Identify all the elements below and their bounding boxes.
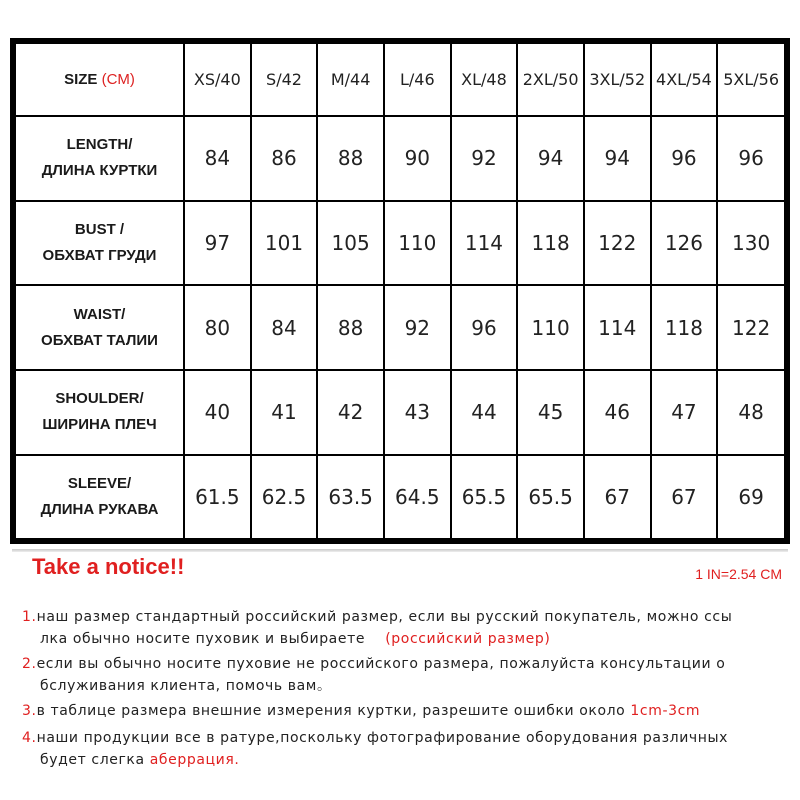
- note-text: наш размер стандартный российский размер, если вы русский покупатель, можно ссы: [36, 609, 733, 625]
- table-cell: 94: [517, 116, 584, 201]
- table-cell: 118: [517, 201, 584, 286]
- notice-item-1: [22, 606, 782, 650]
- row-label: SHOULDER/ ШИРИНА ПЛЕЧ: [16, 370, 184, 455]
- table-cell: 114: [584, 285, 651, 370]
- size-col-header: S/42: [251, 44, 318, 116]
- notice-list: [22, 606, 782, 771]
- size-col-header: 3XL/52: [584, 44, 651, 116]
- table-cell: 65.5: [517, 455, 584, 538]
- table-cell: 92: [451, 116, 518, 201]
- table-cell: 46: [584, 370, 651, 455]
- table-cell: 48: [717, 370, 784, 455]
- unit-label: (CM): [101, 70, 135, 88]
- notice-item-3: [22, 700, 782, 722]
- table-cell: 64.5: [384, 455, 451, 538]
- row-label: WAIST/ ОБХВАТ ТАЛИИ: [16, 285, 184, 370]
- note-highlight: 1cm-3cm: [630, 703, 701, 719]
- note-highlight: аберрация.: [149, 752, 240, 768]
- table-cell: 62.5: [251, 455, 318, 538]
- note-text: будет слегка: [40, 752, 145, 768]
- size-col-header: M/44: [317, 44, 384, 116]
- row-label: BUST / ОБХВАТ ГРУДИ: [16, 201, 184, 286]
- table-cell: 101: [251, 201, 318, 286]
- table-row-shoulder: [16, 370, 784, 455]
- table-cell: 42: [317, 370, 384, 455]
- table-cell: 122: [717, 285, 784, 370]
- table-cell: 126: [651, 201, 718, 286]
- table-cell: 96: [717, 116, 784, 201]
- table-cell: 84: [251, 285, 318, 370]
- size-col-header: XL/48: [451, 44, 518, 116]
- size-header-row: [16, 44, 784, 116]
- table-cell: 61.5: [184, 455, 251, 538]
- size-col-header: 5XL/56: [717, 44, 784, 116]
- table-cell: 41: [251, 370, 318, 455]
- table-cell: 114: [451, 201, 518, 286]
- table-cell: 69: [717, 455, 784, 538]
- table-cell: 94: [584, 116, 651, 201]
- size-col-header: 2XL/50: [517, 44, 584, 116]
- table-row-waist: [16, 285, 784, 370]
- size-chart-table: [16, 44, 784, 538]
- note-text: в таблице размера внешние измерения куртки, разрешите ошибки около: [36, 703, 626, 719]
- item-number: 1.: [22, 609, 37, 625]
- table-cell: 84: [184, 116, 251, 201]
- note-text: бслуживания клиента, помочь вам。: [40, 678, 332, 694]
- size-col-header: 4XL/54: [651, 44, 718, 116]
- table-cell: 90: [384, 116, 451, 201]
- table-cell: 44: [451, 370, 518, 455]
- size-header-label: SIZE (CM): [64, 70, 135, 88]
- size-chart-frame: [10, 38, 790, 544]
- row-label: LENGTH/ ДЛИНА КУРТКИ: [16, 116, 184, 201]
- table-cell: 88: [317, 285, 384, 370]
- table-cell: 88: [317, 116, 384, 201]
- note-text: если вы обычно носите пуховие не российского размера, пожалуйста консультации о: [36, 656, 726, 672]
- table-cell: 67: [584, 455, 651, 538]
- item-number: 2.: [22, 656, 37, 672]
- table-cell: 118: [651, 285, 718, 370]
- note-text: наши продукции все в ратуре,поскольку фотографирование оборудования различных: [36, 730, 729, 746]
- table-cell: 96: [651, 116, 718, 201]
- table-cell: 92: [384, 285, 451, 370]
- table-cell: 97: [184, 201, 251, 286]
- inch-conversion: 1 IN=2.54 CM: [695, 566, 782, 582]
- table-cell: 105: [317, 201, 384, 286]
- size-col-header: XS/40: [184, 44, 251, 116]
- table-cell: 110: [384, 201, 451, 286]
- table-cell: 86: [251, 116, 318, 201]
- table-cell: 47: [651, 370, 718, 455]
- table-row-bust: [16, 201, 784, 286]
- table-row-sleeve: [16, 455, 784, 538]
- table-cell: 63.5: [317, 455, 384, 538]
- notice-item-2: [22, 653, 782, 697]
- notice-item-4: [22, 727, 782, 771]
- table-cell: 67: [651, 455, 718, 538]
- item-number: 4.: [22, 730, 37, 746]
- item-number: 3.: [22, 703, 37, 719]
- note-text: лка обычно носите пуховик и выбираете: [40, 631, 366, 647]
- divider: [12, 549, 788, 552]
- note-highlight: (российский размер): [385, 631, 551, 647]
- table-cell: 65.5: [451, 455, 518, 538]
- table-cell: 122: [584, 201, 651, 286]
- table-cell: 45: [517, 370, 584, 455]
- size-col-header: L/46: [384, 44, 451, 116]
- table-cell: 80: [184, 285, 251, 370]
- table-cell: 43: [384, 370, 451, 455]
- notice-title: Take a notice!!: [32, 554, 185, 579]
- table-cell: 130: [717, 201, 784, 286]
- row-label: SLEEVE/ ДЛИНА РУКАВА: [16, 455, 184, 538]
- table-cell: 110: [517, 285, 584, 370]
- table-cell: 40: [184, 370, 251, 455]
- table-row-length: [16, 116, 784, 201]
- table-cell: 96: [451, 285, 518, 370]
